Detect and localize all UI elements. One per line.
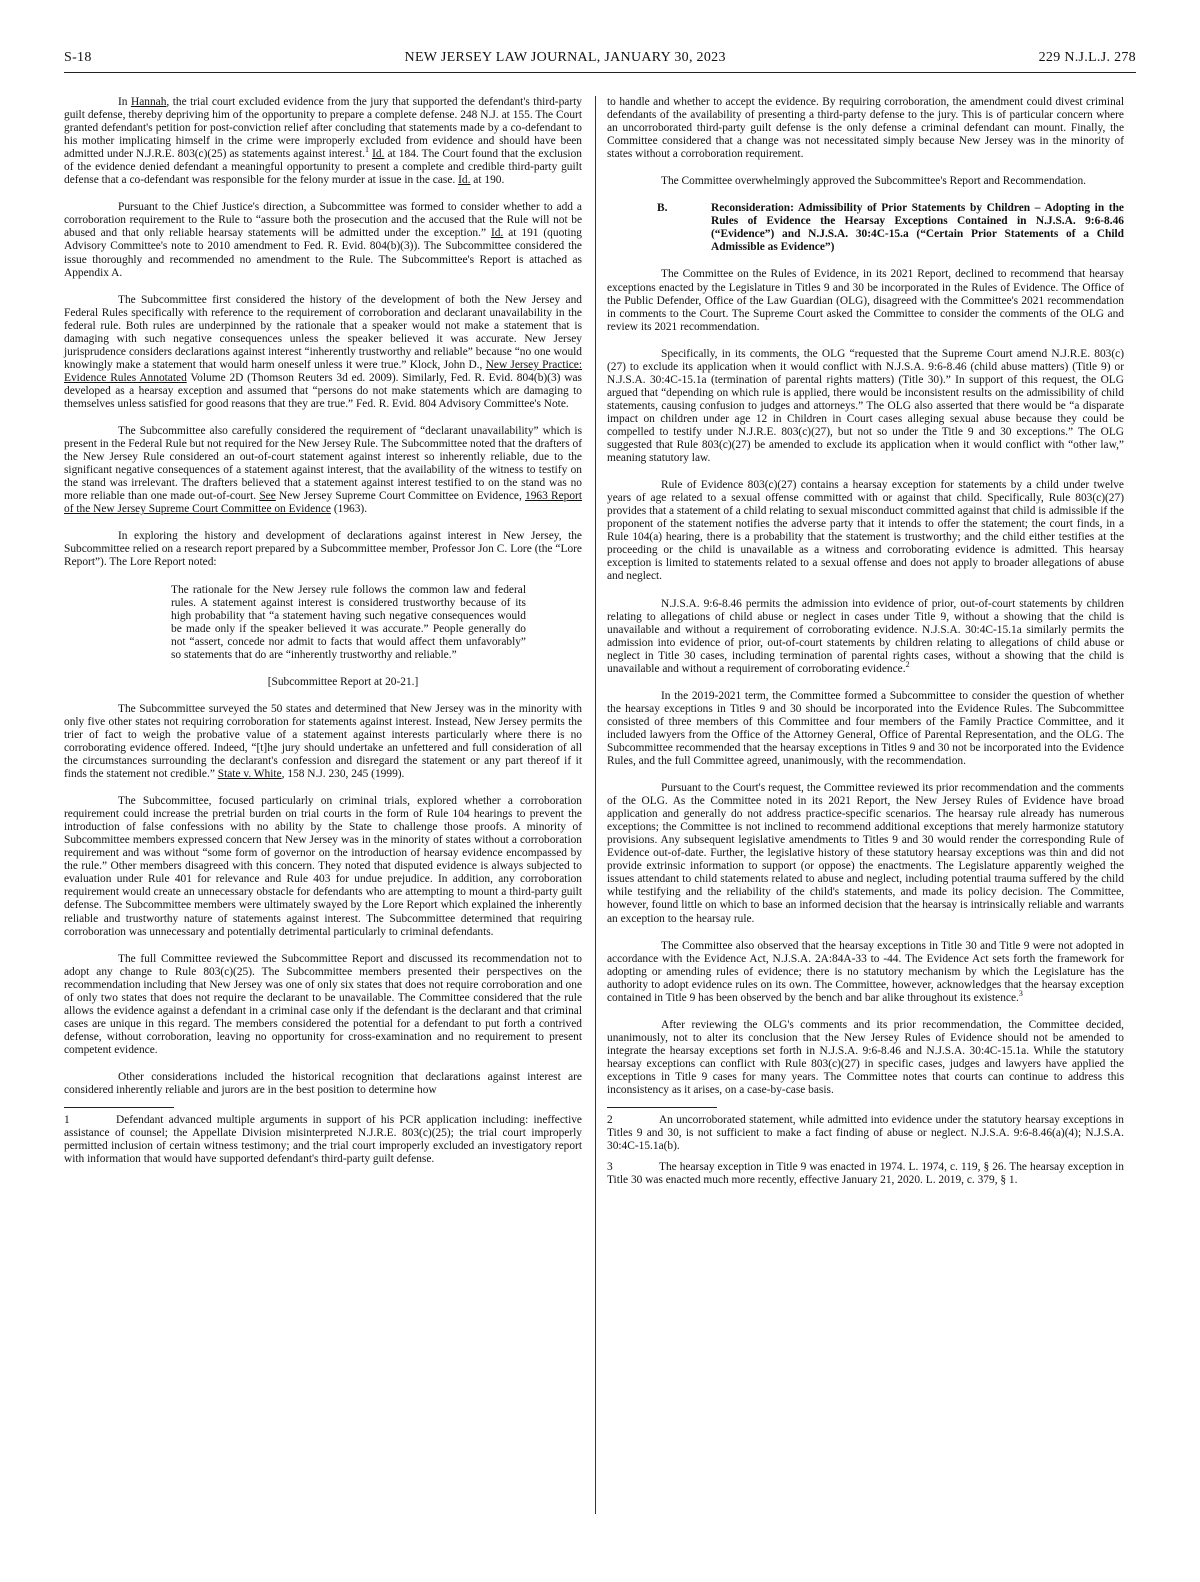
paragraph: Pursuant to the Court's request, the Committee reviewed its prior recommendation and the comments of the OLG. As the Committee noted in its 2021 Report, the New Jersey Rules of Evidence have broad application and generally do not address practice-specific scenarios. The hearsay rule already has numerous exceptions; the Committee is not inclined to recommend additional exceptions that merely harmonize statutory provisions. Any subsequent legislative amendments to Titles 9 and 30 would render the corresponding Rule of Evidence out-of-date. Further, the legislative history of these statutory hearsay exceptions was thin and did not provide extrinsic information to support (or oppose) the enactments. The Legislature apparently weighed the issues attendant to child statements related to abuse and neglect, including potential trauma suffered by the child while testifying and the reliability of the child's statements, and made its policy decision. The Committee, however, found little on which to base an informed decision that the hearsay is intrinsically reliable and warrants an exception to the hearsay rule. bbox=[607, 782, 1124, 925]
paragraph: In Hannah, the trial court excluded evidence from the jury that supported the defendant's third-party guilt defense, thereby depriving him of the opportunity to prepare a complete defense. 248 N.J. at 155. The Court granted defendant's petition for post-conviction relief after concluding that statements made by a co-defendant to his mother implicating himself in the crime were improperly excluded from evidence and should have been admitted under N.J.R.E. 803(c)(25) as statements against interest.$^1$ Id. at 184. The Court found that the exclusion of the evidence denied defendant a meaningful opportunity to present a complete and credible third-party guilt defense that a co-defendant was responsible for the felony murder at issue in the case. Id. at 190. bbox=[64, 96, 583, 187]
footnote-ref: 2 bbox=[905, 659, 910, 669]
paragraph: The Committee on the Rules of Evidence, in its 2021 Report, declined to recommend that hearsay exceptions enacted by the Legislature in Titles 9 and 30 be incorporated in the Rules of Evidence. The Office of the Public Defender, Office of the Law Guardian (OLG), disagreed with the Committee's 2021 recommendation in comments to the Court. The Supreme Court asked the Committee to consider the comments of the OLG and review its 2021 recommendation. bbox=[607, 268, 1124, 333]
paragraph: The Committee overwhelmingly approved the Subcommittee's Report and Recommendation. bbox=[661, 175, 1086, 188]
paragraph: In the 2019-2021 term, the Committee formed a Subcommittee to consider the question of whether the hearsay exceptions in Titles 9 and 30 should be incorporated into the Evidence Rules. The Subcommittee consisted of three members of this Committee and four members of the Family Practice Committee, and it included lawyers from the Office of the Attorney General, Office of Parental Representation, and the OLG. The Subcommittee recommended that the hearsay exceptions in Titles 9 and 30 not be incorporated into the Evidence Rules, and the full Committee agreed, unanimously, with the recommendation. bbox=[607, 689, 1124, 768]
paragraph: Rule of Evidence 803(c)(27) contains a hearsay exception for statements by a child under twelve years of age related to a sexual offense committed with or against that child. Specifically, Rule 803(c)(27) provides that a statement of a child relating to sexual misconduct committed against that child is admissible if the proponent of the statement notifies the adverse party that it intends to offer the statement; the court finds, in a Rule 104(a) hearing, there is a probability that the statement is trustworthy; and the child either testifies at the proceeding or the child is unavailable as a witness and corroborating evidence is admitted. This hearsay exception is limited to statements related to a sexual offense and does not apply to broader allegations of abuse and neglect. bbox=[607, 479, 1124, 583]
paragraph: The Subcommittee surveyed the 50 states and determined that New Jersey was in the minority with only five other states not requiring corroboration for statements against interest. Instead, New Jersey permits the trier of fact to weigh the probative value of a statement against interests particularly where there is no corroborating evidence offered. Indeed, “[t]he jury should undertake an unfettered and full consideration of all the circumstances surrounding the declarant's confession and disregard the statement or any part thereof if it finds the statement not credible.” State v. White, 158 N.J. 230, 245 (1999). bbox=[64, 702, 582, 781]
block-quote: The rationale for the New Jersey rule follows the common law and federal rules. A statement against interest is considered trustworthy because of its high probability that “a statement having such negative consequences would be made only if the speaker believed it was accurate.” People generally do not “assert, concede nor admit to facts that would affect them unfavorably” so statements that do are “inherently trustworthy and reliable.” bbox=[171, 583, 526, 661]
paragraph: In exploring the history and development of declarations against interest in New Jersey, the Subcommittee relied on a research report prepared by a Subcommittee member, Professor Jon C. Lore (the “Lore Report”). The Lore Report noted: bbox=[64, 530, 582, 569]
footnote-ref: 3 bbox=[1018, 988, 1023, 998]
footnote: 1 Defendant advanced multiple arguments in support of his PCR application including: ineffective assistance of counsel; the Appellate Division misinterpreted N.J.R.E. 803(c)(25); the trial court improperly permitted inclusion of certain witness testimony; and the trial court improperly excluded an investigatory report with information that would have supported defendant's third-party guilt defense. bbox=[64, 1114, 582, 1166]
paragraph: Specifically, in its comments, the OLG “requested that the Supreme Court amend N.J.R.E. 803(c)(27) to exclude its application when it would conflict with N.J.S.A. 9:6-8.46 (child abuse matters) (Title 9) or N.J.S.A. 30:4C-15.1a (termination of parental rights matters) (Title 30).” In support of this request, the OLG argued that “depending on which rule is applied, there would be inconsistent results on the admissibility of child statements, causing confusion to judges and attorneys.” The OLG also asserted that there would be “a disparate impact on children under age 12 in Children in Court cases alleging sexual abuse because they could be compelled to testify under N.J.R.E. 803(c)(27), but not so under the Title 9 and 30 exceptions.” The OLG suggested that Rule 803(c)(27) be amended to exclude its application when it would conflict with “other law,” meaning statutory law. bbox=[607, 347, 1124, 465]
section-label: B. bbox=[657, 202, 668, 215]
paragraph: The Subcommittee first considered the history of the development of both the New Jersey and Federal Rules specifically with reference to the requirement of corroboration and declarant unavailability in the federal rule. Both rules are underpinned by the rationale that a speaker would not make a statement that is damaging with such negative consequences unless the speaker believed it was accurate. New Jersey jurisprudence considers declarations against interest “inherently trustworthy and reliable” because “no one would knowingly make a statement that would harm oneself unless it were true.” Klock, John D., New Jersey Practice: Evidence Rules Annotated Volume 2D (Thomson Reuters 3d ed. 2009). Similarly, Fed. R. Evid. 804(b)(3) was developed as a hearsay exception and assumed that “persons do not make statements which are damaging to themselves unless satisfied for good reasons that they are true.” Fed. R. Evid. 804 Advisory Committee's Note. bbox=[64, 293, 583, 410]
section-heading bbox=[657, 202, 1124, 254]
paragraph: After reviewing the OLG's comments and its prior recommendation, the Committee decided, unanimously, not to alter its conclusion that the New Jersey Rules of Evidence should not be amended to integrate the hearsay exceptions set forth in N.J.S.A. 9:6-8.46 and N.J.S.A. 30:4C-15.1a. While the statutory hearsay exceptions can conflict with Rule 803(c)(27) in specific cases, judges and lawyers have applied the exceptions in Title 9 cases for many years. The Committee notes that courts can continue to address this inconsistency as it arises, on a case-by-case basis. bbox=[607, 1018, 1124, 1097]
publication-title: NEW JERSEY LAW JOURNAL, JANUARY 30, 2023 bbox=[404, 50, 726, 65]
journal-citation: 229 N.J.L.J. 278 bbox=[1038, 50, 1136, 65]
footnote: 3 The hearsay exception in Title 9 was enacted in 1974. L. 1974, c. 119, § 26. The hearsay exception in Title 30 was enacted much more recently, effective January 21, 2020. L. 2019, c. 379, § 1. bbox=[607, 1161, 1124, 1187]
section-title: Reconsideration: Admissibility of Prior Statements by Children – Adopting in the Rules of Evidence the Hearsay Exceptions Contained in N.J.S.A. 9:6-8.46 (“Evidence”) and N.J.S.A. 30:4C-15.a (“Certain Prior Statements of a Child Admissible as Evidence”) bbox=[711, 202, 1124, 254]
quote-citation: [Subcommittee Report at 20-21.] bbox=[267, 675, 419, 688]
page-header bbox=[64, 50, 1136, 74]
page-number: S-18 bbox=[64, 50, 92, 65]
column-divider bbox=[595, 96, 596, 1514]
paragraph: The full Committee reviewed the Subcommittee Report and discussed its recommendation not to adopt any change to Rule 803(c)(25). The Subcommittee members presented their perspectives on the recommendation including that New Jersey was one of only six states that does not require corroboration and one of only two states that does not require the declarant to be unavailable. The Committee considered that the rule allows the evidence against a defendant in a criminal case only if the defendant is the declarant and that criminal cases are unique in this regard. The members considered the potential for a defendant to put forth a contrived defense, without corroboration, leaving no opportunity for cross-examination and no requirement to present competent evidence. bbox=[64, 952, 582, 1056]
footnote-rule bbox=[64, 1107, 174, 1108]
footnote: 2 An uncorroborated statement, while admitted into evidence under the statutory hearsay exceptions in Titles 9 and 30, is not sufficient to make a fact finding of abuse or neglect. N.J.S.A. 9:6-8.46(a)(4); N.J.S.A. 30:4C-15.1a(b). bbox=[607, 1114, 1124, 1153]
paragraph: The Subcommittee also carefully considered the requirement of “declarant unavailability” which is present in the Federal Rule but not required for the New Jersey Rule. The Subcommittee noted that the drafters of the New Jersey Rule considered an out-of-court statement against interest so inherently reliable, due to the significant negative consequences of a statement against interest, that the availability of the witness to testify on the stand was irrelevant. The drafters believed that a statement against interest testified to on the stand was no more reliable than one made out-of-court. See New Jersey Supreme Court Committee on Evidence, 1963 Report of the New Jersey Supreme Court Committee on Evidence (1963). bbox=[64, 425, 582, 516]
left-column bbox=[64, 96, 582, 1174]
paragraph: The Subcommittee, focused particularly on criminal trials, explored whether a corroboration requirement could increase the pretrial burden on trial courts in the form of Rule 104 hearings to prevent the introduction of false confessions with no ability by the State to challenge those proofs. A minority of Subcommittee members expressed concern that New Jersey was in the minority of states without a corroboration requirement and was without “some form of governor on the introduction of hearsay evidence encompassed by the rule.” Other members disagreed with this concern. They noted that disputed evidence is always subjected to evaluation under Rule 401 for relevance and Rule 403 for undue prejudice. In addition, any corroboration requirement would create an unnecessary obstacle for defendants who are attempting to mount a third-party guilt defense. The Subcommittee members were ultimately swayed by the Lore Report which explained the inherently reliable and trustworthy nature of statements against interest. The Subcommittee determined that requiring corroboration was unnecessary and potentially detrimental particularly to criminal defendants. bbox=[64, 795, 582, 938]
paragraph: The Committee also observed that the hearsay exceptions in Title 30 and Title 9 were not adopted in accordance with the Evidence Act, N.J.S.A. 2A:84A-33 to -44. The Evidence Act sets forth the framework for adopting or amending rules of evidence; there is no statutory mechanism by which the Legislature has the authority to adopt evidence rules on its own. The Committee, however, acknowledges that the hearsay exception contained in Title 9 has been observed by the bench and bar alike throughout its existence.$^3$ bbox=[607, 939, 1124, 1004]
paragraph: to handle and whether to accept the evidence. By requiring corroboration, the amendment could divest criminal defendants of the availability of presenting a third-party defense to the jury. This is of particular concern where an uncorroborated third-party guilt defense is the only defense a criminal defendant can mount. Finally, the Committee considered that a change was not necessitated simply because New Jersey was in the minority of states without a corroboration requirement. bbox=[607, 96, 1124, 161]
paragraph: Other considerations included the historical recognition that declarations against interest are considered inherently reliable and jurors are in the best position to determine how bbox=[64, 1071, 582, 1097]
header-rule bbox=[64, 72, 1136, 73]
footnote-rule bbox=[607, 1107, 717, 1108]
right-column bbox=[607, 96, 1124, 1195]
paragraph: Pursuant to the Chief Justice's direction, a Subcommittee was formed to consider whether to add a corroboration requirement to the Rule to “assure both the prosecution and the accused that the Rule will not be abused and that only reliable hearsay statements will be admitted under the exception.” Id. at 191 (quoting Advisory Committee's note to 2010 amendment to Fed. R. Evid. 804(b)(3)). The Subcommittee considered the issue thoroughly and recommended no amendment to the Rule. The Subcommittee's Report is attached as Appendix A. bbox=[64, 201, 582, 279]
footnote-ref: 1 bbox=[364, 145, 369, 155]
paragraph: N.J.S.A. 9:6-8.46 permits the admission into evidence of prior, out-of-court statements by children relating to allegations of child abuse or neglect in cases under Title 9, without a showing that the child is unavailable and without a requirement of corroborating evidence. N.J.S.A. 30:4C-15.1a similarly permits the admission into evidence of prior, out-of-court statements by children relating to allegations of child abuse or neglect in Title 30 cases, including termination of parental rights cases, without a showing that the child is unavailable and without a requirement of corroborating evidence.$^2$ bbox=[607, 597, 1124, 675]
